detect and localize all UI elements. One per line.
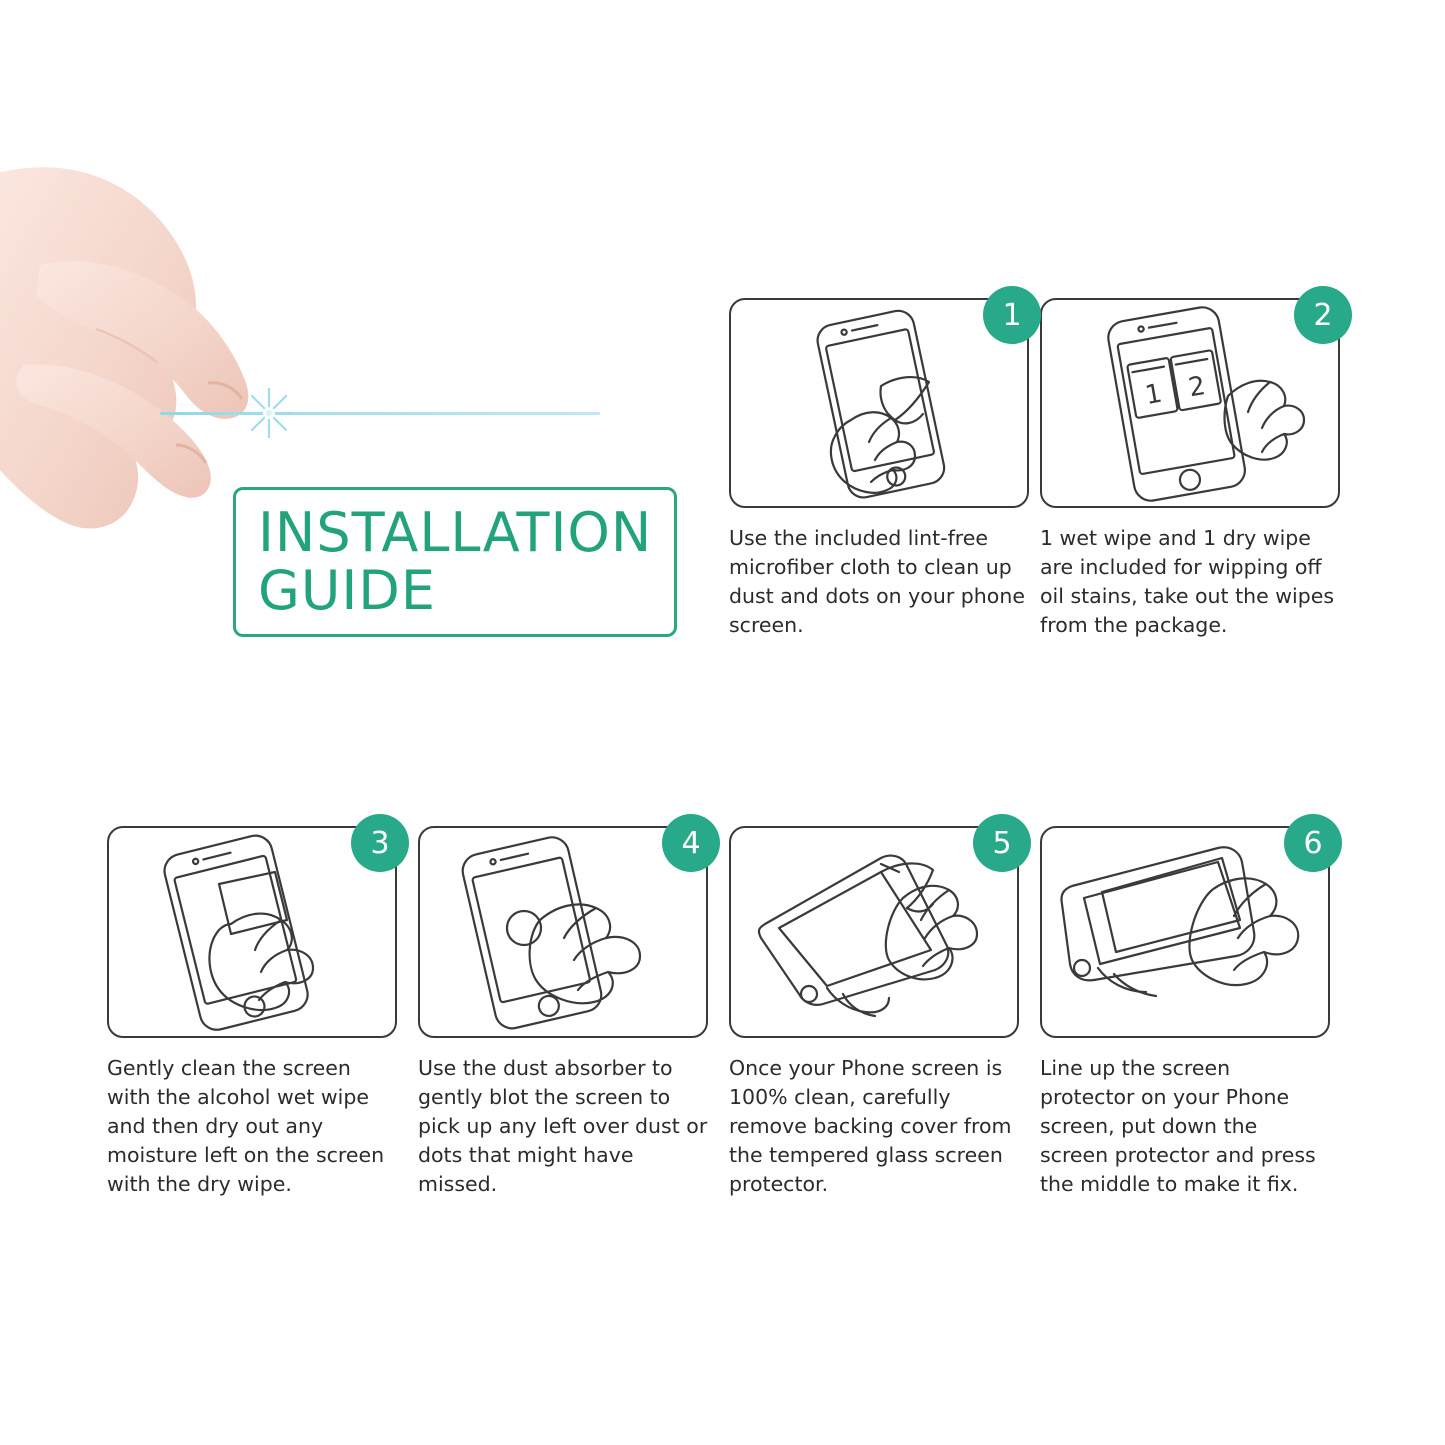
step-6-illustration-frame — [1040, 826, 1330, 1038]
step-3-illustration-frame — [107, 826, 397, 1038]
step-5-illustration-frame — [729, 826, 1019, 1038]
step-2-caption: 1 wet wipe and 1 dry wipe are included for wipping off oil stains, take out the wipes from the package. — [1040, 526, 1335, 638]
page-title — [233, 487, 677, 637]
step-4-caption: Use the dust absorber to gently blot the screen to pick up any left over dust or dots that might have missed. — [418, 1056, 708, 1197]
svg-text:1: 1 — [1142, 378, 1165, 412]
step-card-1 — [729, 298, 1029, 640]
phone-with-wipes-icon — [1042, 300, 1338, 506]
page-title-line1: INSTALLATION — [258, 501, 653, 564]
step-1-illustration-frame — [729, 298, 1029, 508]
step-4-illustration-frame — [418, 826, 708, 1038]
step-1-number-badge: 1 — [983, 286, 1041, 344]
dust-absorber-sticker-icon — [420, 828, 706, 1036]
peel-backing-film-icon — [731, 828, 1017, 1036]
step-1-caption: Use the included lint-free microfiber cloth to clean up dust and dots on your phone screen. — [729, 526, 1025, 638]
page-title-line2: GUIDE — [258, 559, 436, 623]
step-card-5 — [729, 826, 1019, 1200]
step-card-2 — [1040, 298, 1340, 640]
step-5-number-badge: 5 — [973, 814, 1031, 872]
sparkle-icon — [243, 387, 295, 439]
step-2-number-badge: 2 — [1294, 286, 1352, 344]
step-card-4 — [418, 826, 708, 1200]
step-6-caption: Line up the screen protector on your Phone screen, put down the screen protector and press the middle to make it fix. — [1040, 1056, 1316, 1197]
step-6-number-badge: 6 — [1284, 814, 1342, 872]
svg-text:2: 2 — [1186, 370, 1208, 404]
tempered-glass-sheet-icon — [160, 412, 600, 415]
phone-wet-wipe-icon — [109, 828, 395, 1036]
align-and-press-protector-icon — [1042, 828, 1328, 1036]
step-5-caption: Once your Phone screen is 100% clean, carefully remove backing cover from the tempered glass screen protector. — [729, 1056, 1012, 1197]
phone-with-cloth-icon — [731, 300, 1027, 506]
step-card-3 — [107, 826, 397, 1200]
step-2-illustration-frame — [1040, 298, 1340, 508]
step-4-number-badge: 4 — [662, 814, 720, 872]
step-3-number-badge: 3 — [351, 814, 409, 872]
step-3-caption: Gently clean the screen with the alcohol wet wipe and then dry out any moisture left on the screen with the dry wipe. — [107, 1056, 385, 1197]
step-card-6 — [1040, 826, 1330, 1200]
